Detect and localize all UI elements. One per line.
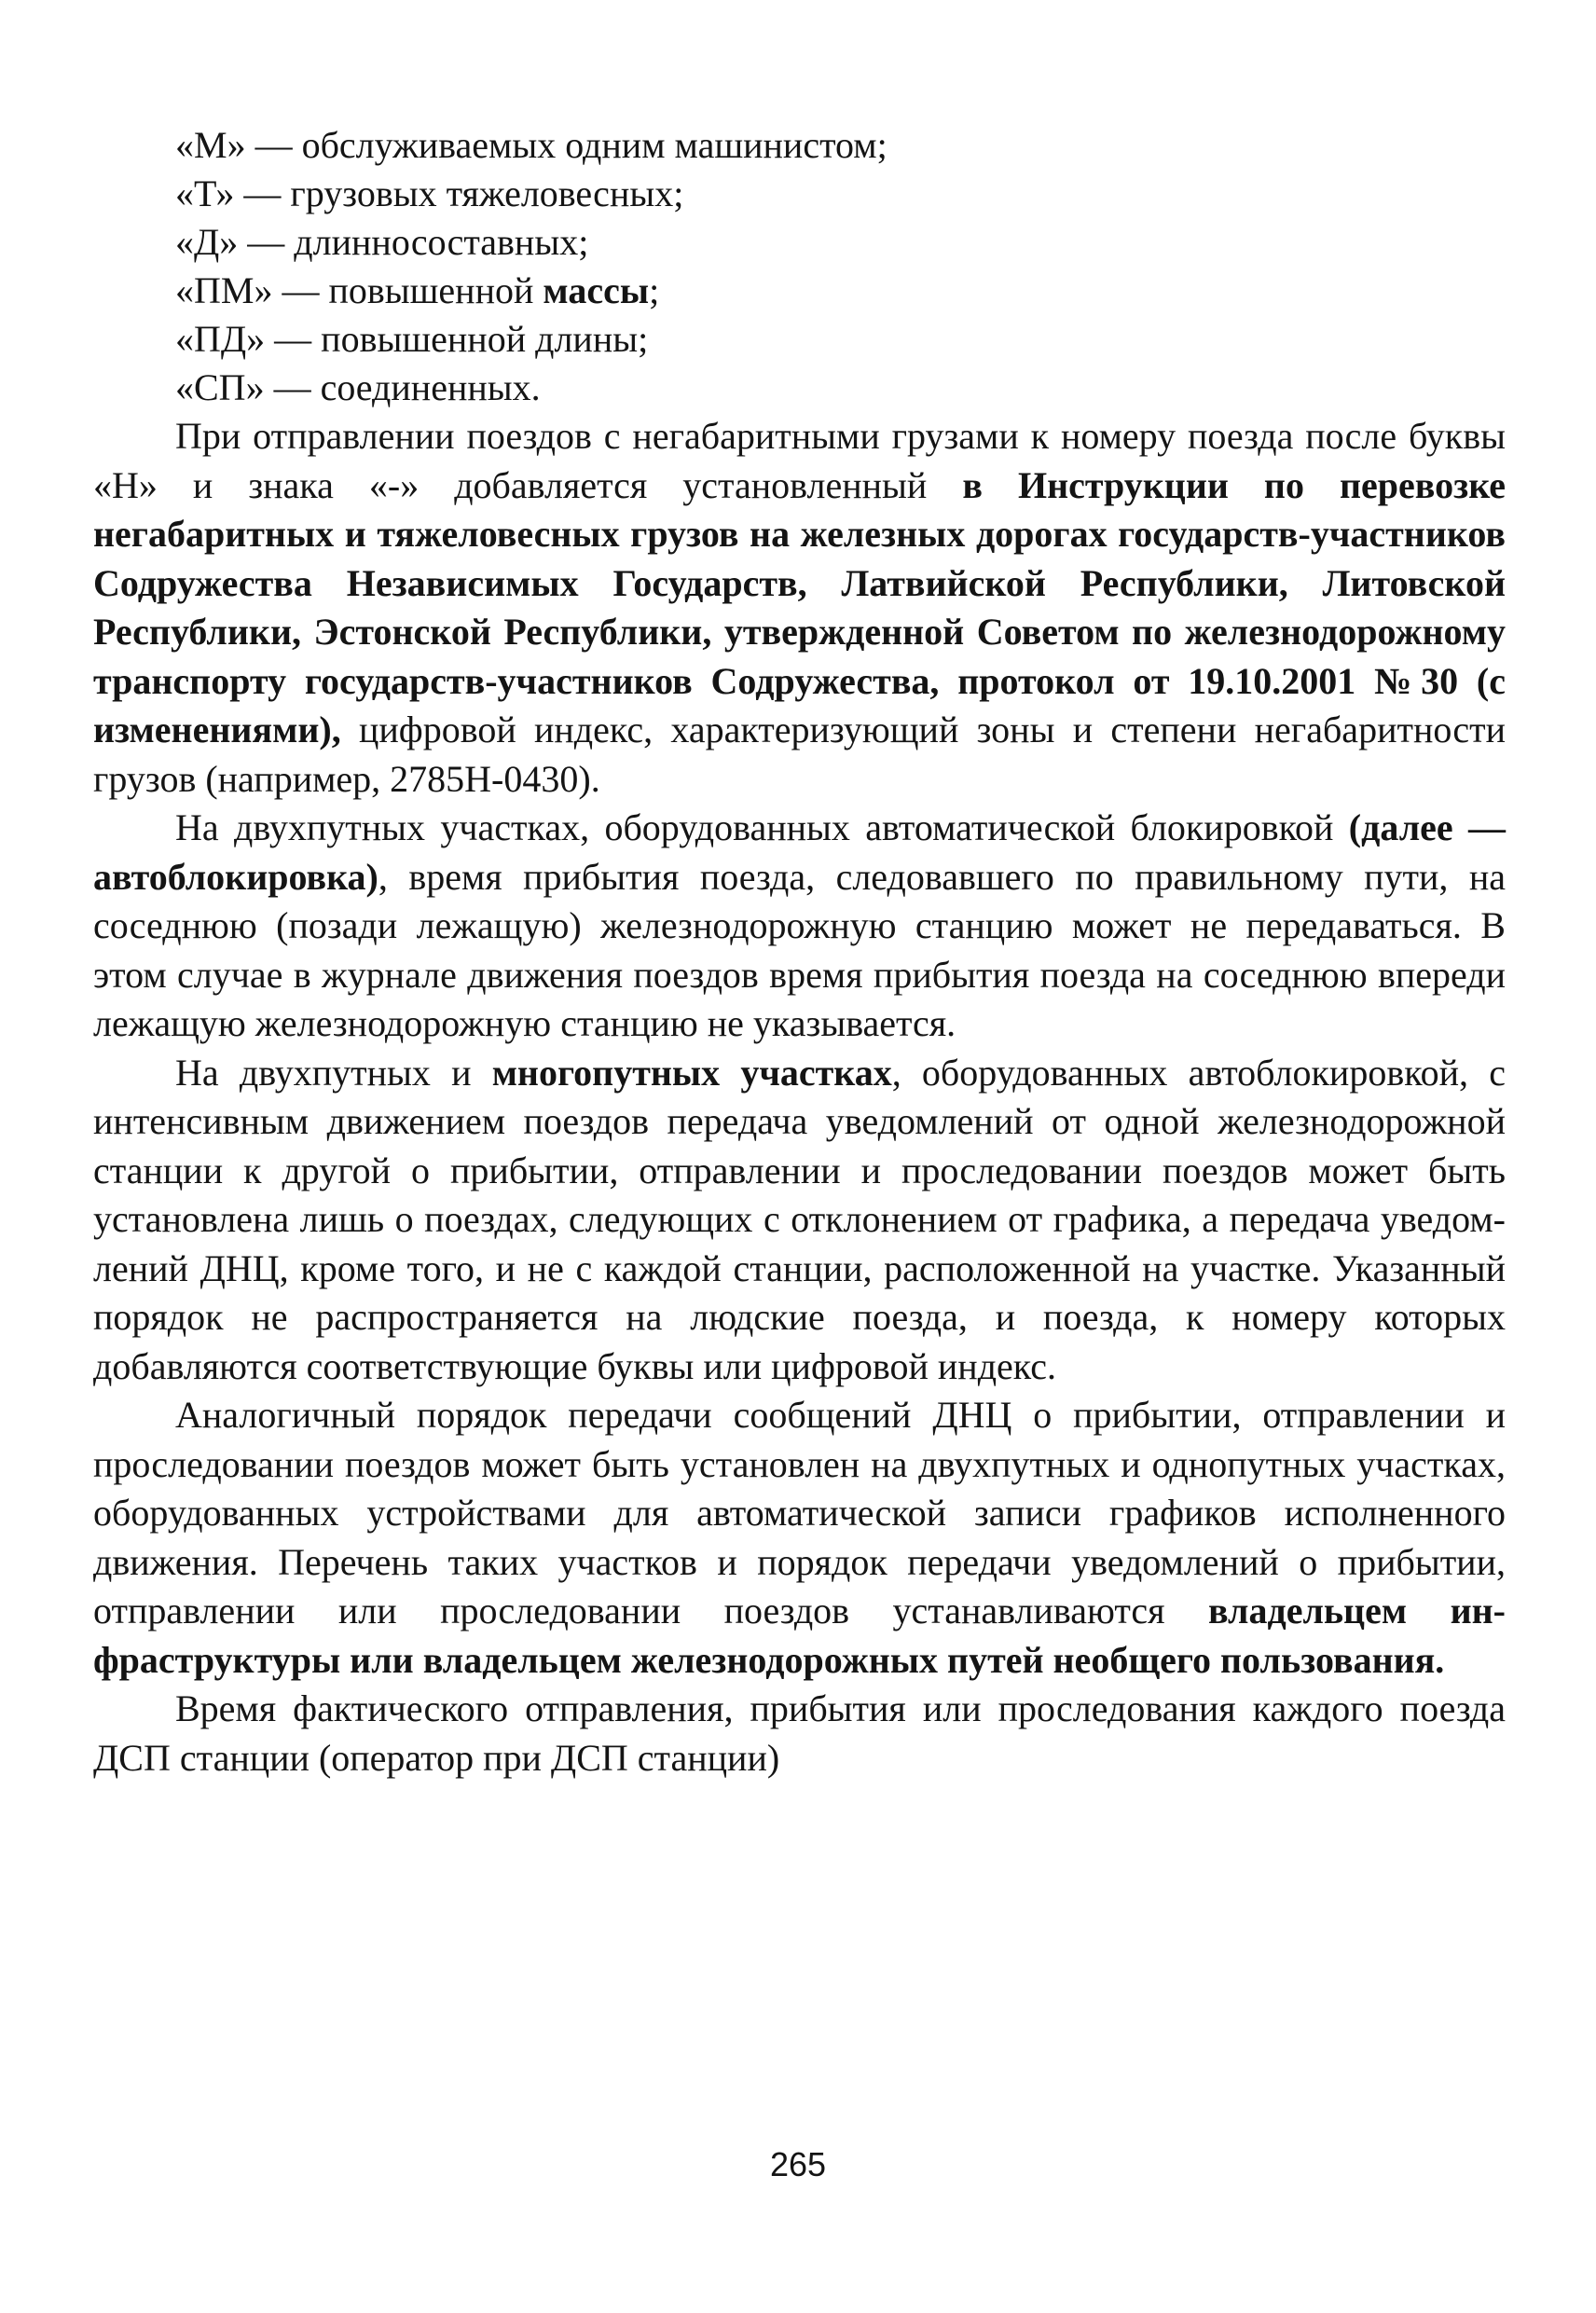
paragraph-multi-track: [93, 1049, 1506, 1392]
paragraph-text: На двухпутных участках, оборудованных автоматической блокировкой: [175, 806, 1349, 848]
paragraph-bold-text: в Инструкции по перевозке негабаритных и тяжеловесных грузов на железных дорогах государств-участников Содружества Независимых Государств, Латвийской Республики, Литовской Республики, Эстонской Республики, утвержденной Советом по железнодорожному транспорту государств-участников Содружества, протокол от 19.10.2001 №30 (с изменениями),: [93, 463, 1506, 750]
paragraph-text: цифровой индекс, характеризующий зоны и степени негабаритности грузов (например, 2785Н-0430).: [93, 709, 1506, 800]
paragraph-bold-text: (далее — автоблокировка): [93, 806, 1507, 898]
document-page: [93, 121, 1506, 1783]
list-item: [93, 315, 1506, 364]
paragraph-bold-text: многопутных участках: [491, 1051, 892, 1094]
list-item-text: «Д» — длинносоставных;: [175, 221, 589, 263]
list-item-text: «М» — обслуживаемых одним машинистом;: [175, 124, 887, 166]
paragraph-text: , время прибытия поезда, следовавшего по правильному пути, на соседнюю (позади лежащую) железнодорожную станцию может не передаваться. В этом случае в журнале движения поездов время прибытия поезда на соседнюю впереди лежащую железнодорожную станцию не указывается.: [93, 855, 1506, 1044]
list-item-bold-text: массы: [543, 269, 650, 311]
list-item: [93, 364, 1506, 412]
list-item: [93, 170, 1506, 218]
train-letter-codes-list: [93, 121, 1506, 412]
list-item-text: «СП» — соединенных.: [175, 366, 541, 408]
paragraph-text: , оборудованных автоблокировкой, с интенсивным движением поездов передача уведомлений от одной железнодорожной станции к другой о прибытии, отправлении и проследовании поездов может быть установлена лишь о поездах, следующих с отклонением от графика, а передача уведомлений ДНЦ, кроме того, и не с каждой станции, расположенной на участке. Указанный порядок не распространяется на людские поезда, и поезда, к номеру которых добавляются соответствующие буквы или цифровой индекс.: [93, 1051, 1506, 1387]
paragraph-bold-text: владельцем инфраструктуры или владельцем железнодорожных путей необщего пользования.: [93, 1590, 1506, 1681]
list-item-text: ;: [649, 269, 660, 311]
list-item-text: «Т» — грузовых тяжеловесных;: [175, 172, 684, 214]
paragraph-actual-time: [93, 1685, 1506, 1783]
paragraph-text: Аналогичный порядок передачи сообщений ДНЦ о прибытии, отправлении и проследовании поездов может быть установлен на двухпутных и однопутных участках, оборудованных устройствами для автоматической записи графиков исполненного движения. Перечень таких участков и порядок передачи уведомлений о прибытии, отправлении или проследовании поездов устанавливаются: [93, 1394, 1506, 1631]
paragraph-text: При отправлении поездов с негабаритными грузами к номеру поезда после буквы «Н» и знака «-» добавляется установленный: [93, 415, 1506, 506]
list-item-text: «ПД» — повышенной длины;: [175, 318, 649, 360]
paragraph-text: Время фактического отправления, прибытия или проследования каждого поезда ДСП станции (оператор при ДСП станции): [93, 1687, 1506, 1779]
list-item-text: «ПМ» — повышенной: [175, 269, 543, 311]
list-item: [93, 218, 1506, 267]
paragraph-oversized-cargo: [93, 412, 1506, 804]
paragraph-double-track: [93, 804, 1506, 1049]
paragraph-similar-procedure: [93, 1391, 1506, 1685]
list-item: [93, 267, 1506, 315]
paragraph-text: На двухпутных и: [175, 1051, 492, 1094]
list-item: [93, 121, 1506, 170]
page-number: 265: [769, 2145, 827, 2183]
